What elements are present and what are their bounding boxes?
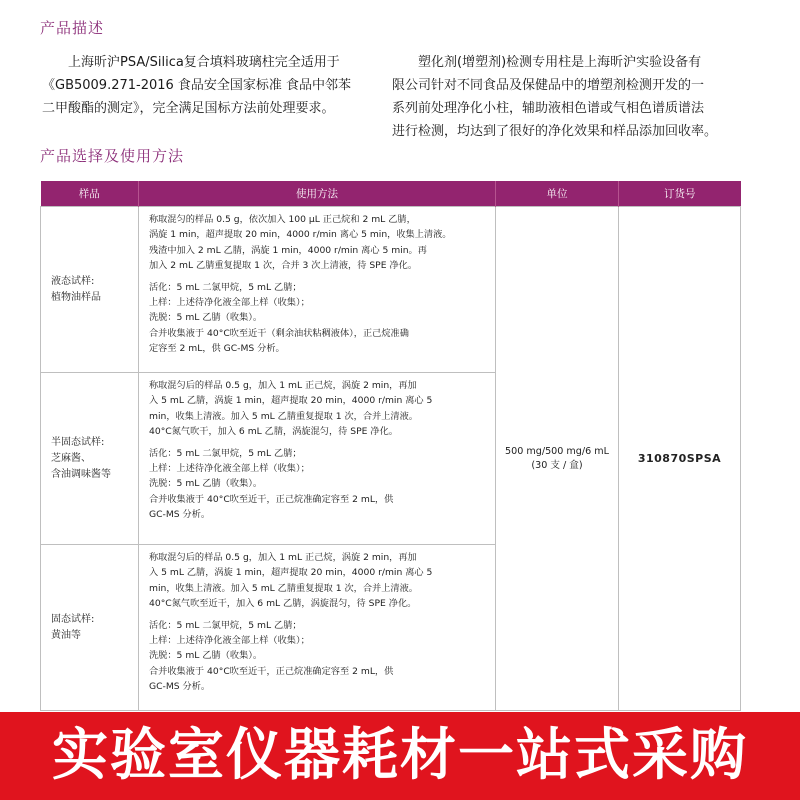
method-line: 40°C氮气吹至近干，加入 6 mL 乙腈，涡旋混匀，待 SPE 净化。 bbox=[149, 598, 417, 610]
method-line: 上样：上述待净化液全部上样（收集）； bbox=[149, 463, 310, 475]
method-line: 合并收集液于 40°C吹至近干（剩余油状粘稠液体），正己烷准确 bbox=[149, 327, 409, 339]
sample-cell bbox=[41, 207, 139, 373]
desc-left-line: 《GB5009.271-2016 食品安全国家标准 食品中邻苯 bbox=[42, 78, 352, 93]
desc-left-line: 二甲酸酯的测定》，完全满足国标方法前处理要求。 bbox=[42, 101, 335, 116]
method-line: 洗脱：5 mL 乙腈（收集）。 bbox=[149, 650, 263, 662]
method-line: min，收集上清液。加入 5 mL 乙腈重复提取 1 次，合并上清液。 bbox=[149, 410, 418, 422]
method-line: 40°C氮气吹干，加入 6 mL 乙腈，涡旋混匀，待 SPE 净化。 bbox=[149, 426, 398, 438]
sample-line: 植物油样品 bbox=[51, 291, 101, 303]
header-sample: 样品 bbox=[41, 181, 139, 207]
description-left-paragraph bbox=[42, 51, 351, 120]
description-heading: 产品描述 bbox=[40, 19, 105, 37]
product-table bbox=[40, 181, 741, 711]
method-line: GC-MS 分析。 bbox=[149, 681, 211, 693]
desc-left-line: 上海昕沪PSA/Silica复合填料玻璃柱完全适用于 bbox=[68, 55, 340, 70]
header-method: 使用方法 bbox=[139, 181, 496, 207]
method-line: 加入 2 mL 乙腈重复提取 1 次，合并 3 次上清液，待 SPE 净化。 bbox=[149, 260, 418, 272]
method-line: 洗脱：5 mL 乙腈（收集）。 bbox=[149, 478, 263, 490]
order-number-cell: 310870SPSA bbox=[619, 207, 741, 711]
method-line: 洗脱：5 mL 乙腈（收集）。 bbox=[149, 312, 263, 324]
description-right-paragraph bbox=[392, 51, 717, 143]
unit-line: 500 mg/500 mg/6 mL bbox=[505, 445, 609, 457]
method-cell bbox=[139, 545, 496, 711]
method-line: 涡旋 1 min，超声提取 20 min，4000 r/min 离心 5 min，收集上清液。 bbox=[149, 229, 452, 241]
method-line: min，收集上清液。加入 5 mL 乙腈重复提取 1 次，合并上清液。 bbox=[149, 582, 418, 594]
method-line: 活化：5 mL 二氯甲烷，5 mL 乙腈； bbox=[149, 619, 302, 631]
sample-line: 液态试样: bbox=[51, 275, 95, 287]
unit-cell bbox=[496, 207, 619, 711]
unit-line: (30 支 / 盒) bbox=[531, 459, 583, 471]
sample-line: 固态试样: bbox=[51, 613, 95, 625]
desc-right-line: 系列前处理净化小柱，辅助液相色谱或气相色谱质谱法 bbox=[392, 101, 705, 116]
sample-line: 黄油等 bbox=[51, 629, 81, 641]
method-line: 称取混匀后的样品 0.5 g，加入 1 mL 正己烷，涡旋 2 min，再加 bbox=[149, 552, 417, 563]
method-line: 定容至 2 mL，供 GC-MS 分析。 bbox=[149, 343, 285, 355]
method-line: 活化：5 mL 二氯甲烷，5 mL 乙腈； bbox=[149, 281, 302, 293]
method-line: 活化：5 mL 二氯甲烷，5 mL 乙腈； bbox=[149, 447, 302, 459]
sample-line: 芝麻酱、 bbox=[51, 452, 91, 464]
desc-right-line: 进行检测，均达到了很好的净化效果和样品添加回收率。 bbox=[392, 124, 718, 139]
table-row bbox=[41, 207, 741, 373]
sample-cell bbox=[41, 373, 139, 545]
method-line: GC-MS 分析。 bbox=[149, 509, 211, 521]
method-line: 残渣中加入 2 mL 乙腈，涡旋 1 min，4000 r/min 离心 5 min。再 bbox=[149, 244, 427, 256]
sample-line: 半固态试样: bbox=[51, 436, 105, 448]
table-header-row bbox=[41, 181, 741, 207]
method-line: 称取混匀的样品 0.5 g，依次加入 100 μL 正己烷和 2 mL 乙腈， bbox=[149, 214, 416, 225]
sample-line: 含油调味酱等 bbox=[51, 468, 111, 480]
method-line: 上样：上述待净化液全部上样（收集）； bbox=[149, 635, 310, 647]
promo-banner: 实验室仪器耗材一站式采购 bbox=[0, 712, 800, 800]
sample-cell bbox=[41, 545, 139, 711]
method-line: 合并收集液于 40°C吹至近干，正己烷准确定容至 2 mL，供 bbox=[149, 493, 394, 505]
method-cell bbox=[139, 373, 496, 545]
method-line: 入 5 mL 乙腈，涡旋 1 min，超声提取 20 min，4000 r/min 离心 5 bbox=[149, 395, 433, 407]
desc-right-line: 限公司针对不同食品及保健品中的增塑剂检测开发的一 bbox=[392, 78, 705, 93]
method-line: 合并收集液于 40°C吹至近干，正己烷准确定容至 2 mL，供 bbox=[149, 665, 394, 677]
selection-heading: 产品选择及使用方法 bbox=[40, 147, 185, 165]
desc-right-line: 塑化剂(增塑剂)检测专用柱是上海昕沪实验设备有 bbox=[418, 55, 702, 70]
method-line: 称取混匀后的样品 0.5 g，加入 1 mL 正己烷，涡旋 2 min，再加 bbox=[149, 380, 417, 391]
method-line: 上样：上述待净化液全部上样（收集）； bbox=[149, 297, 310, 309]
header-unit: 单位 bbox=[496, 181, 619, 207]
method-cell bbox=[139, 207, 496, 373]
header-order-no: 订货号 bbox=[619, 181, 741, 207]
method-line: 入 5 mL 乙腈，涡旋 1 min，超声提取 20 min，4000 r/min 离心 5 bbox=[149, 567, 433, 579]
